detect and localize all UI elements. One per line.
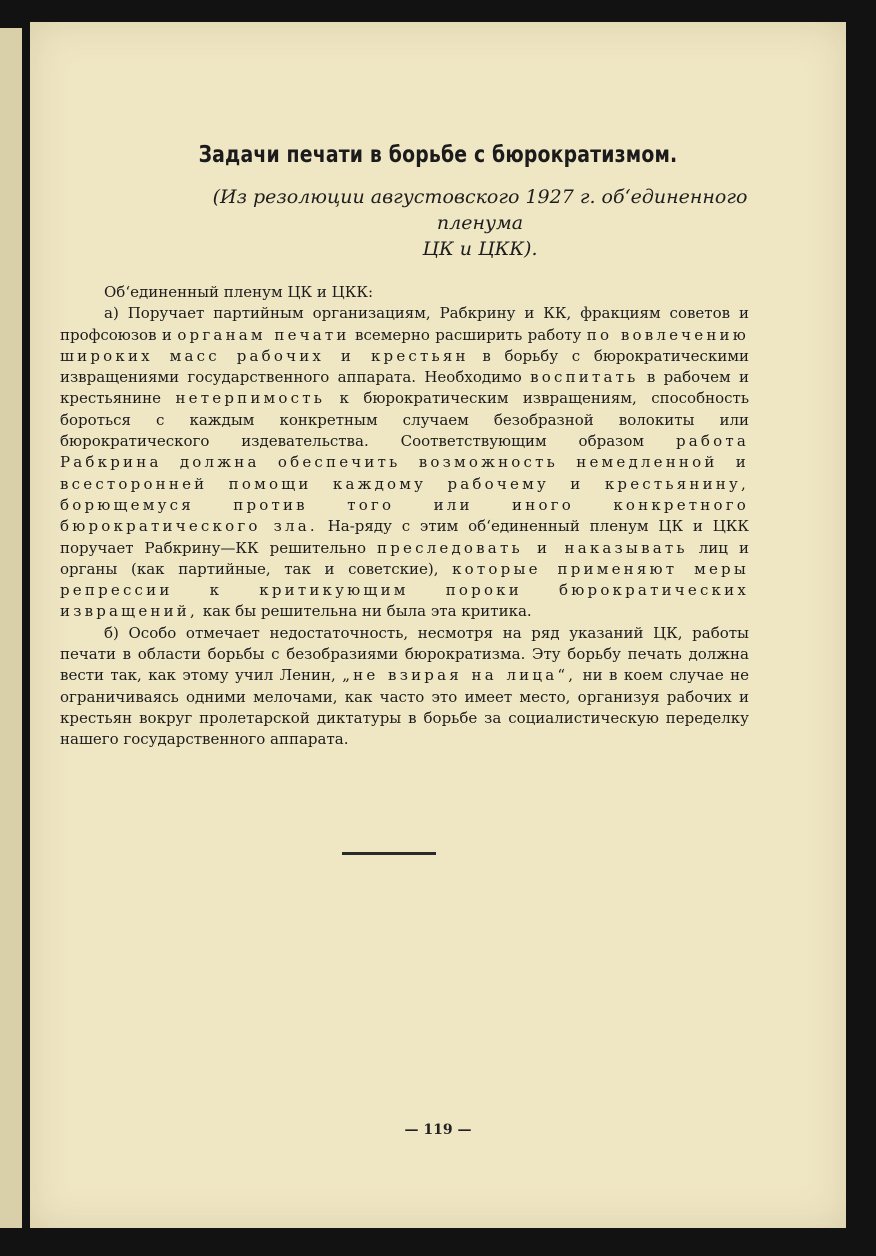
page-title: Задачи печати в борьбе с бюрократизмом.: [198, 142, 678, 168]
section-divider: [342, 852, 436, 855]
emphasis-segment: нетерпимость: [175, 389, 326, 408]
text-segment: к бюрократическим извращениям, способность бороться с каждым конкретным случаем безобразной волокиты или бюрократического издевательства. Соответствующим образом: [60, 389, 749, 451]
text-segment: как бы решительна ни была эта критика.: [197, 602, 532, 621]
text-segment: лиц и органы (как партийные, так и советские),: [60, 538, 749, 578]
emphasis-segment: „не взирая на лица“,: [342, 666, 577, 685]
text-segment: всемерно расширить работу: [349, 325, 587, 344]
subtitle-line-2: ЦК и ЦКК).: [422, 238, 538, 260]
text-segment: ни в коем случае не ограничиваясь одними мелочами, как часто это имеет место, организуя рабочих и крестьян вокруг пролетарской диктатуры в борьбе за социалистическую переделку нашего государственного аппарата.: [60, 666, 749, 749]
emphasis-segment: работа Рабкрина должна обеспечить возможность немедленной и всесторонней помощи каждому рабочему и крестьянину, борющемуся против того или иного конкретного бюрократического зла.: [60, 432, 749, 536]
text-segment: в борьбу с бюрократическими извращениями государственного аппарата. Необходимо: [60, 346, 749, 387]
emphasis-segment: органам печати: [177, 325, 350, 344]
paragraph-a: [60, 303, 749, 622]
text-segment: б) Особо отмечает недостаточность, несмотря на ряд указаний ЦК, работы печати в области борьбы с безобразиями бюрократизма. Эту борьбу печать должна вести так, как этому учил Ленин,: [60, 623, 749, 685]
text-segment: в рабочем и крестьянине: [60, 368, 749, 408]
emphasis-segment: воспитать: [530, 368, 639, 387]
body-text: [60, 282, 749, 751]
subtitle: [180, 184, 780, 262]
subtitle-line-1: (Из резолюции августовского 1927 г. об‘единенного пленума: [212, 186, 748, 234]
emphasis-segment: преследовать и наказывать: [377, 538, 688, 557]
text-segment: а) Поручает партийным организациям, Рабкрину и КК, фракциям советов и профсоюзов и: [60, 304, 749, 344]
emphasis-segment: которые применяют меры репрессии к критикующим пороки бюрократических извращений,: [60, 559, 749, 621]
paragraph-b: [60, 623, 749, 751]
intro-paragraph: Об‘единенный пленум ЦК и ЦКК:: [104, 283, 374, 301]
text-segment: На-ряду с этим об‘единенный пленум ЦК и ЦКК поручает Рабкрину—КК решительно: [60, 517, 749, 557]
emphasis-segment: по вовлечению широких масс рабочих и крестьян: [60, 325, 749, 365]
page-number: — 119 —: [404, 1122, 472, 1138]
previous-page-edge: [0, 28, 22, 1228]
book-page: [30, 22, 846, 1228]
